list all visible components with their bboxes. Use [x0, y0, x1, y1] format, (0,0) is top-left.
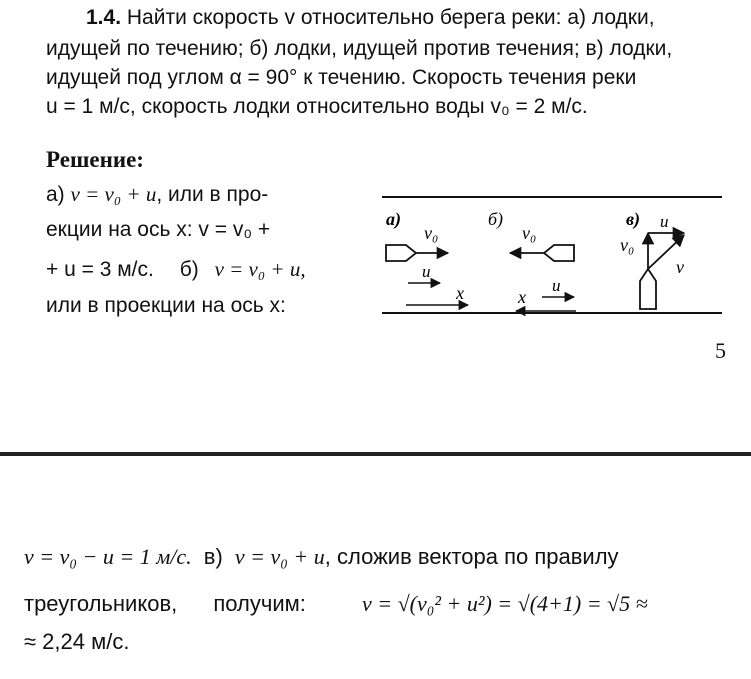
- figure-label-c: в): [626, 209, 641, 229]
- velocity-v-label-c: v: [676, 257, 684, 277]
- part-c-text: , сложив вектора по правилу: [324, 544, 619, 569]
- problem-line-2: идущей по течению; б) лодки, идущей против течения; в) лодки,: [46, 37, 673, 60]
- part-c-label: в): [203, 544, 223, 569]
- part-a-result: + u = 3 м/с.: [46, 258, 154, 281]
- continuation-line-3: ≈ 2,24 м/с.: [24, 629, 130, 654]
- current-u-label-b: u: [552, 276, 561, 295]
- problem-number: 1.4.: [86, 6, 122, 29]
- figure-label-a: а): [386, 209, 401, 229]
- part-b-equation: v = v₀ + u,: [214, 257, 306, 281]
- part-a-text-1: , или в про-: [156, 183, 269, 206]
- solution-heading: Решение:: [46, 147, 144, 172]
- boat-c-icon: [640, 269, 656, 309]
- velocity-v0-label-b: v₀: [522, 223, 537, 243]
- page-divider: [0, 452, 751, 456]
- boat-a-icon: [386, 245, 416, 261]
- current-u-label-a: u: [422, 262, 431, 281]
- velocity-v0-label-a: v₀: [424, 223, 439, 243]
- part-a-label: а): [46, 183, 65, 206]
- continuation-word-2: получим:: [213, 591, 306, 616]
- part-b-result: v = v₀ − u = 1 м/с.: [24, 544, 192, 569]
- solution-line-1: [46, 180, 268, 209]
- boat-b-icon: [544, 245, 574, 261]
- continuation-word-1: треугольников,: [24, 591, 178, 616]
- continuation-line-2: [24, 590, 648, 618]
- solution-line-3: [46, 255, 306, 284]
- part-c-equation: v = v₀ + u: [234, 544, 325, 569]
- problem-line-3: идущей под углом α = 90° к течению. Скорость течения реки: [46, 66, 637, 89]
- continuation-line-1: [24, 543, 619, 571]
- velocity-v0-label-c: v₀: [620, 235, 635, 255]
- current-u-label-c: u: [660, 212, 669, 231]
- part-b-label: б): [179, 258, 199, 281]
- figure-label-b: б): [488, 209, 504, 229]
- part-a-equation: v = v₀ + u: [70, 182, 157, 206]
- page-number: 5: [715, 338, 726, 363]
- river-diagram: [370, 185, 730, 325]
- solution-line-2: екции на ось x: v = v₀ +: [46, 218, 271, 241]
- solution-line-4: или в проекции на ось x:: [46, 294, 286, 317]
- problem-line-4: u = 1 м/с, скорость лодки относительно воды v₀ = 2 м/с.: [46, 95, 588, 118]
- problem-text-1: Найти скорость v относительно берега реки: а) лодки,: [126, 6, 655, 29]
- magnitude-formula: v = √(v₀² + u²) = √(4+1) = √5 ≈: [362, 591, 648, 616]
- problem-line-1: [86, 4, 655, 32]
- axis-x-label-b: x: [518, 287, 526, 307]
- axis-x-label-a: x: [456, 283, 464, 303]
